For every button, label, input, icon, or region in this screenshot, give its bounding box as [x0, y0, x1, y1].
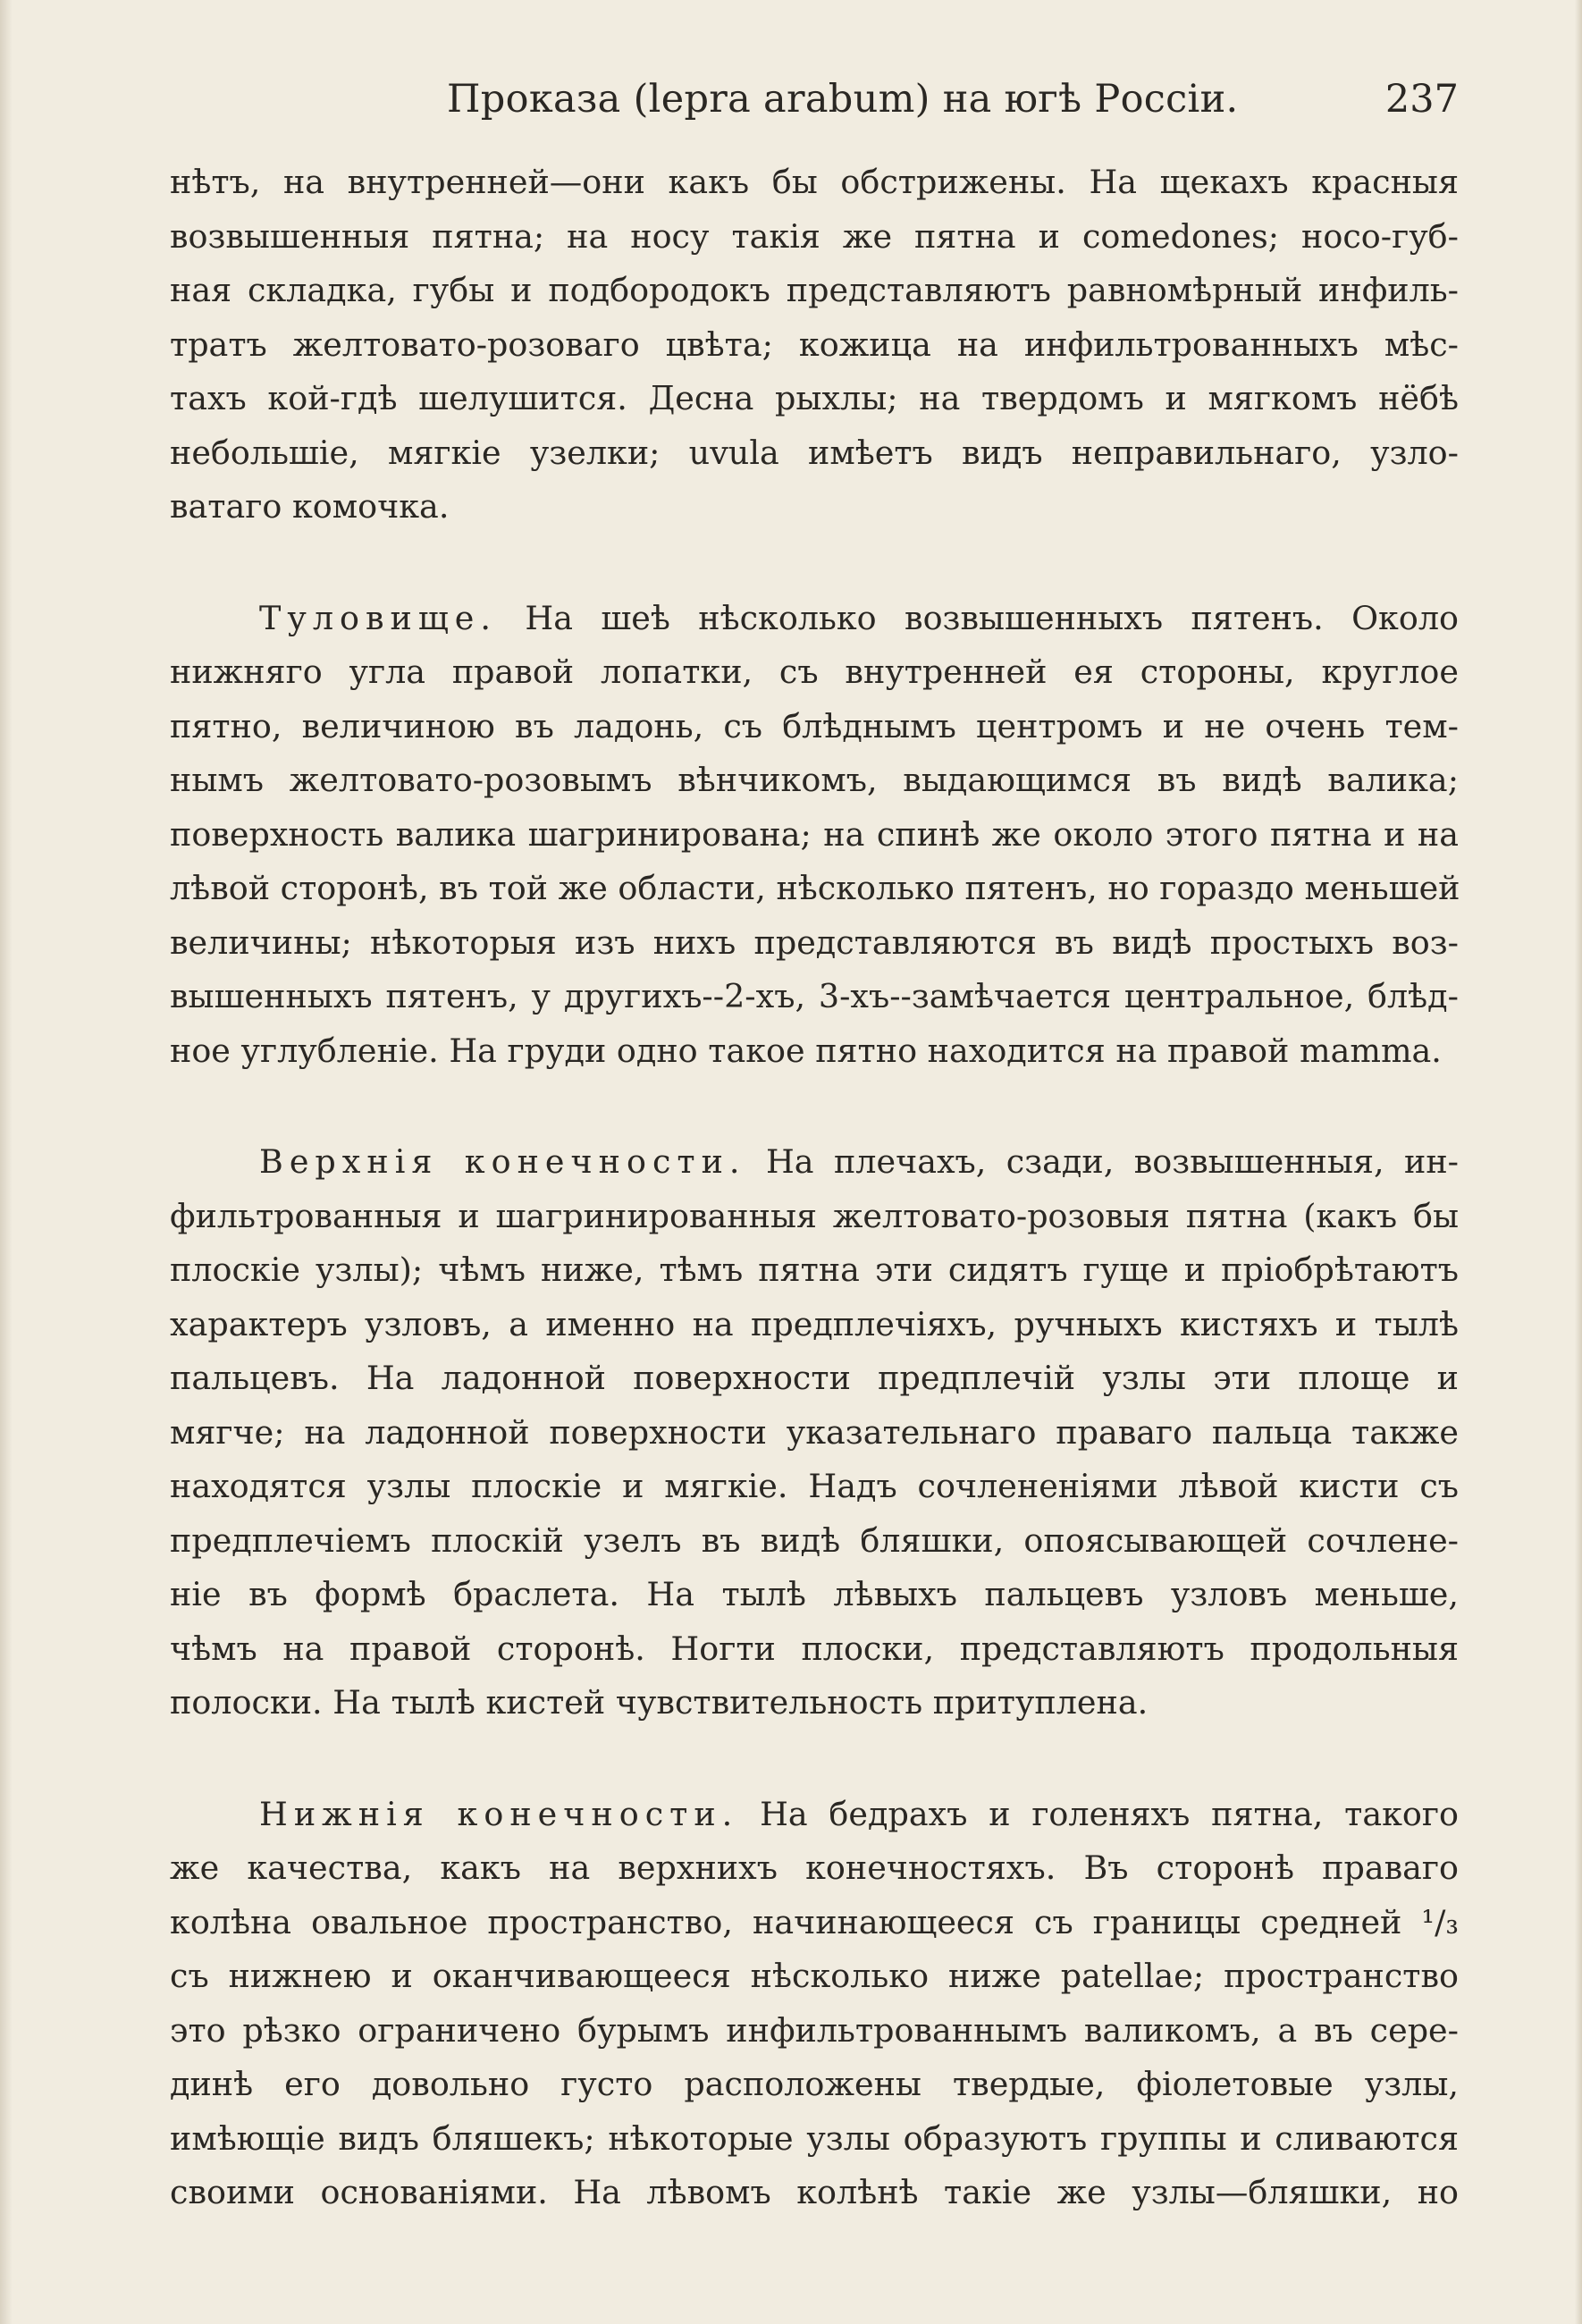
- text-line: [170, 1135, 1459, 1190]
- text-line: предплечіемъ плоскій узелъ въ видѣ бляшки, опоясывающей сочлене-: [170, 1520, 1459, 1560]
- text-line: чѣмъ на правой сторонѣ. Ногти плоски, представляютъ продольныя: [170, 1629, 1459, 1668]
- text-line: съ нижнею и оканчивающееся нѣсколько ниже patellae; пространство: [170, 1957, 1459, 1995]
- text-line-rest: На шеѣ нѣсколько возвышенныхъ пятенъ. Около: [525, 598, 1459, 637]
- running-title: Проказа (lepra arabum) на югѣ Россіи.: [447, 77, 1239, 122]
- page-number: 237: [1384, 77, 1459, 122]
- text-line: же качества, какъ на верхнихъ конечностяхъ. Въ сторонѣ праваго: [170, 1848, 1459, 1887]
- text-line: тахъ кой-гдѣ шелушится. Десна рыхлы; на твердомъ и мягкомъ нёбѣ: [170, 379, 1459, 417]
- paragraph-lower-limbs: [170, 1788, 1459, 2220]
- text-line: ватаго комочка.: [170, 487, 450, 526]
- text-line: лѣвой сторонѣ, въ той же области, нѣсколько пятенъ, но гораздо меньшей: [170, 869, 1460, 907]
- text-line: нижняго угла правой лопатки, съ внутренней ея стороны, круглое: [170, 653, 1459, 691]
- text-line: [170, 1788, 1459, 1842]
- text-line-rest: На плечахъ, сзади, возвышенныя, ин-: [765, 1142, 1460, 1181]
- text-line: поверхность валика шагринирована; на спинѣ же около этого пятна и на: [170, 814, 1459, 854]
- text-line: имѣющіе видъ бляшекъ; нѣкоторые узлы образуютъ группы и сливаются: [170, 2118, 1459, 2158]
- text-line: вышенныхъ пятенъ, у другихъ--2-хъ, 3-хъ--замѣчается центральное, блѣд-: [170, 977, 1459, 1015]
- page-header: [170, 68, 1459, 131]
- paragraph-trunk: [170, 592, 1459, 1079]
- text-line: фильтрованныя и шагринированныя желтовато-розовыя пятна (какъ бы: [170, 1196, 1459, 1235]
- text-line: плоскіе узлы); чѣмъ ниже, тѣмъ пятна эти сидятъ гуще и пріобрѣтаютъ: [170, 1250, 1459, 1289]
- text-line: мягче; на ладонной поверхности указательнаго праваго пальца также: [170, 1412, 1459, 1452]
- text-line: полоски. На тылѣ кистей чувствительность притуплена.: [170, 1683, 1149, 1722]
- paragraph-upper-limbs: [170, 1135, 1459, 1730]
- text-line: [170, 592, 1459, 646]
- text-line: небольшіе, мягкіе узелки; uvula имѣетъ видъ неправильнаго, узло-: [170, 433, 1459, 472]
- text-line: возвышенныя пятна; на носу такія же пятна и comedones; носо-губ-: [170, 216, 1459, 256]
- text-line: колѣна овальное пространство, начинающееся съ границы средней ¹/₃: [170, 1902, 1459, 1941]
- text-line: ніе въ формѣ браслета. На тылѣ лѣвыхъ пальцевъ узловъ меньше,: [170, 1575, 1459, 1613]
- scan-edge-right: [1575, 0, 1582, 2324]
- text-line: это рѣзко ограничено бурымъ инфильтрованнымъ валикомъ, а въ сере-: [170, 2010, 1459, 2050]
- text-line-rest: На бедрахъ и голеняхъ пятна, такого: [760, 1794, 1460, 1833]
- body-text: [170, 156, 1459, 2278]
- text-line: пальцевъ. На ладонной поверхности предплечій узлы эти площе и: [170, 1359, 1459, 1397]
- section-heading-trunk: Туловище.: [259, 598, 497, 637]
- text-line: нѣтъ, на внутренней—они какъ бы обстрижены. На щекахъ красныя: [170, 163, 1459, 201]
- text-line: находятся узлы плоскіе и мягкіе. Надъ сочлененіями лѣвой кисти съ: [170, 1467, 1459, 1505]
- text-line: ное углубленіе. На груди одно такое пятно находится на правой mamma.: [170, 1031, 1442, 1070]
- text-line: своими основаніями. На лѣвомъ колѣнѣ такіе же узлы—бляшки, но: [170, 2173, 1459, 2211]
- paragraph-face: [170, 156, 1459, 535]
- text-line: пятно, величиною въ ладонь, съ блѣднымъ центромъ и не очень тем-: [170, 706, 1459, 745]
- text-line: нымъ желтовато-розовымъ вѣнчикомъ, выдающимся въ видѣ валика;: [170, 761, 1459, 799]
- text-line: величины; нѣкоторыя изъ нихъ представляются въ видѣ простыхъ воз-: [170, 922, 1459, 962]
- text-line: динѣ его довольно густо расположены твердые, фіолетовые узлы,: [170, 2065, 1459, 2103]
- section-heading-lower-limbs: Нижнія конечности.: [259, 1794, 739, 1833]
- scan-edge-left: [0, 0, 13, 2324]
- text-line: тратъ желтовато-розоваго цвѣта; кожица на инфильтрованныхъ мѣс-: [170, 324, 1459, 364]
- text-line: ная складка, губы и подбородокъ представляютъ равномѣрный инфиль-: [170, 271, 1459, 309]
- section-heading-upper-limbs: Верхнія конечности.: [259, 1142, 746, 1181]
- text-line: характеръ узловъ, а именно на предплечіяхъ, ручныхъ кистяхъ и тылѣ: [170, 1304, 1459, 1343]
